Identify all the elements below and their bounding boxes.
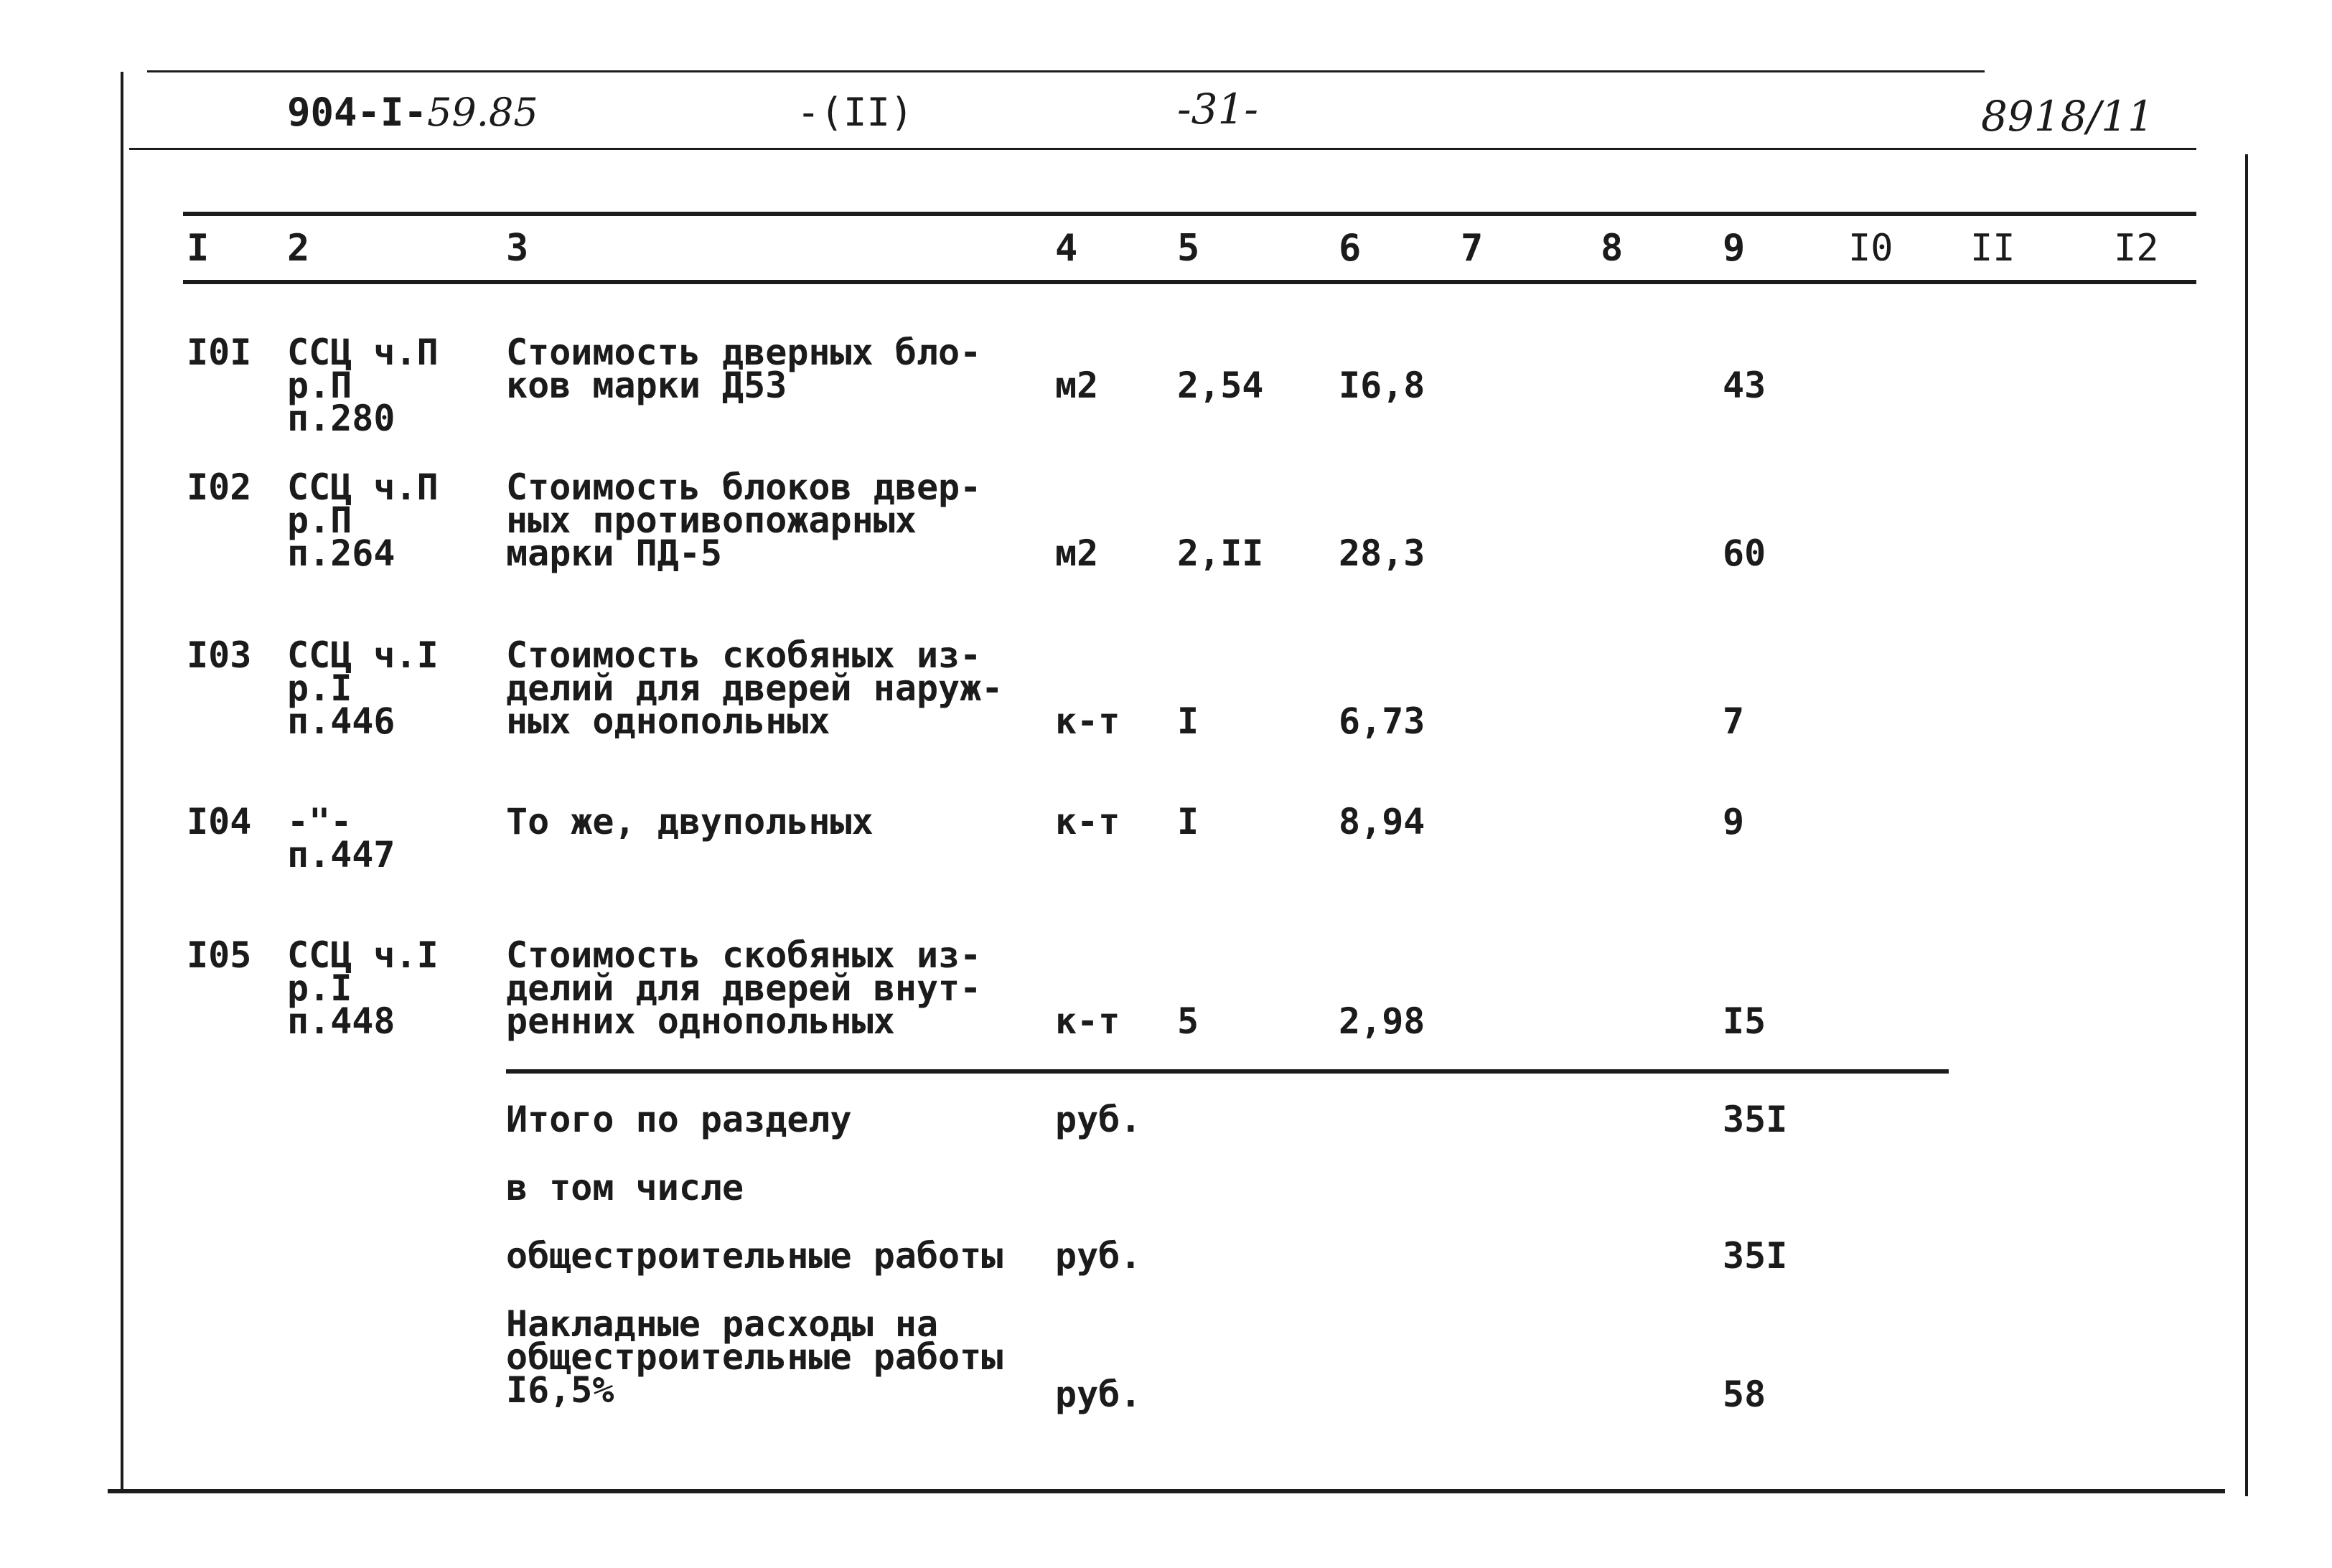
summary-unit: руб. (1055, 1099, 1142, 1140)
summary-rule (506, 1069, 1949, 1074)
left-border (121, 72, 123, 1493)
summary-total: 35I (1723, 1235, 1788, 1277)
archive-number: 8918/11 (1981, 92, 2154, 141)
row-description: Стоимость скобяных из- делий для дверей внут- ренних однопольных (506, 934, 982, 1042)
row-total: 60 (1723, 532, 1766, 574)
row-unit-price: 2,98 (1339, 1000, 1425, 1042)
row-total: I5 (1723, 1000, 1766, 1042)
row-quantity: 2,54 (1177, 365, 1264, 406)
top-border (147, 70, 1985, 72)
row-description: Стоимость блоков двер- ных противопожарных марки ПД-5 (506, 466, 982, 574)
row-unit-price: I6,8 (1339, 365, 1425, 406)
page-number: -31- (1177, 85, 1258, 133)
col-header-2: 2 (287, 227, 310, 270)
bottom-border (108, 1489, 2225, 1493)
row-unit-price: 8,94 (1339, 801, 1425, 842)
row-number: I03 (187, 634, 252, 676)
row-description: То же, двупольных (506, 801, 874, 842)
row-quantity: I (1177, 700, 1199, 742)
summary-total: 35I (1723, 1099, 1788, 1140)
col-header-3: 3 (506, 227, 529, 270)
row-unit: к-т (1055, 801, 1120, 842)
row-basis: ССЦ ч.I р.I п.448 (287, 934, 439, 1042)
row-unit-price: 6,73 (1339, 700, 1425, 742)
row-number: I0I (187, 332, 252, 373)
col-header-1: I (187, 227, 210, 270)
row-number: I05 (187, 934, 252, 976)
col-header-7: 7 (1461, 227, 1484, 270)
col-header-8: 8 (1601, 227, 1624, 270)
row-number: I04 (187, 801, 252, 842)
row-basis: -"- п.447 (287, 801, 395, 875)
summary-unit: руб. (1055, 1235, 1142, 1277)
col-header-6: 6 (1339, 227, 1362, 270)
doc-code-handwritten: 59.85 (427, 90, 538, 135)
row-unit: м2 (1055, 365, 1099, 406)
col-header-9: 9 (1723, 227, 1746, 270)
col-header-11: II (1970, 227, 2015, 270)
summary-label: в том числе (506, 1167, 744, 1208)
row-number: I02 (187, 466, 252, 508)
row-unit: к-т (1055, 700, 1120, 742)
row-basis: ССЦ ч.П р.П п.264 (287, 466, 439, 574)
row-unit-price: 28,3 (1339, 532, 1425, 574)
row-basis: ССЦ ч.П р.П п.280 (287, 332, 439, 439)
row-quantity: 2,II (1177, 532, 1264, 574)
summary-unit: руб. (1055, 1374, 1142, 1415)
table-top-rule (183, 212, 2196, 216)
doc-code-printed: 904-I- (287, 90, 428, 135)
row-total: 9 (1723, 801, 1745, 842)
row-quantity: 5 (1177, 1000, 1199, 1042)
summary-label: Накладные расходы на общестроительные работы I6,5% (506, 1303, 1003, 1411)
right-border (2245, 154, 2248, 1496)
summary-total: 58 (1723, 1374, 1766, 1415)
summary-label: общестроительные работы (506, 1235, 1003, 1277)
row-description: Стоимость дверных бло- ков марки Д53 (506, 332, 982, 406)
col-header-10: I0 (1848, 227, 1893, 270)
summary-label: Итого по разделу (506, 1099, 852, 1140)
row-description: Стоимость скобяных из- делий для дверей наруж- ных однопольных (506, 634, 1003, 742)
row-quantity: I (1177, 801, 1199, 842)
row-basis: ССЦ ч.I р.I п.446 (287, 634, 439, 742)
header-underline (129, 148, 2196, 150)
section-number: -(II) (797, 90, 914, 135)
col-header-5: 5 (1177, 227, 1200, 270)
col-header-12: I2 (2114, 227, 2159, 270)
table-header-rule (183, 280, 2196, 284)
doc-code (287, 90, 538, 135)
row-total: 43 (1723, 365, 1766, 406)
col-header-4: 4 (1055, 227, 1078, 270)
row-total: 7 (1723, 700, 1745, 742)
row-unit: к-т (1055, 1000, 1120, 1042)
row-unit: м2 (1055, 532, 1099, 574)
